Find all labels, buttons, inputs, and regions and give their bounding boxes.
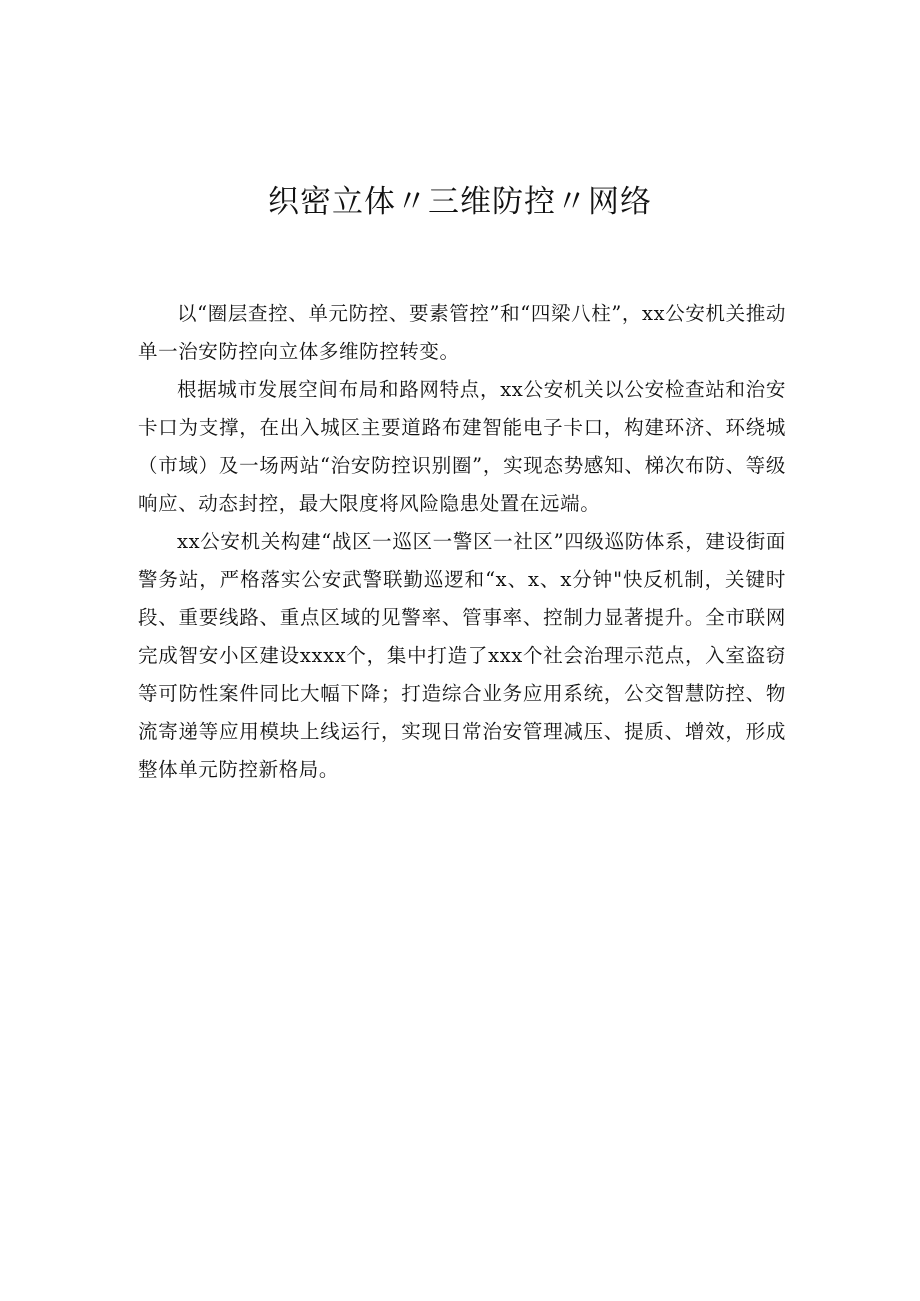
document-body xyxy=(138,295,786,789)
document-title: 织密立体〃三维防控〃网络 xyxy=(268,184,652,220)
paragraph-3: xx公安机关构建“战区一巡区一警区一社区”四级巡防体系，建设街面警务站，严格落实公安武警联勤巡逻和“x、x、x分钟"快反机制，关键时段、重要线路、重点区域的见警率、管事率、控制力显著提升。全市联网完成智安小区建设xxxx个，集中打造了xxx个社会治理示范点，入室盗窃等可防性案件同比大幅下降；打造综合业务应用系统，公交智慧防控、物流寄递等应用模块上线运行，实现日常治安管理减压、提质、增效，形成整体单元防控新格局。 xyxy=(138,530,786,781)
paragraph-1: 以“圈层查控、单元防控、要素管控”和“四梁八柱”，xx公安机关推动单一治安防控向立体多维防控转变。 xyxy=(138,302,786,363)
paragraph-2: 根据城市发展空间布局和路网特点，xx公安机关以公安检查站和治安卡口为支撑，在出入城区主要道路布建智能电子卡口，构建环济、环绕城（市域）及一场两站“治安防控识别圈”，实现态势感知、梯次布防、等级响应、动态封控，最大限度将风险隐患处置在远端。 xyxy=(138,378,786,515)
